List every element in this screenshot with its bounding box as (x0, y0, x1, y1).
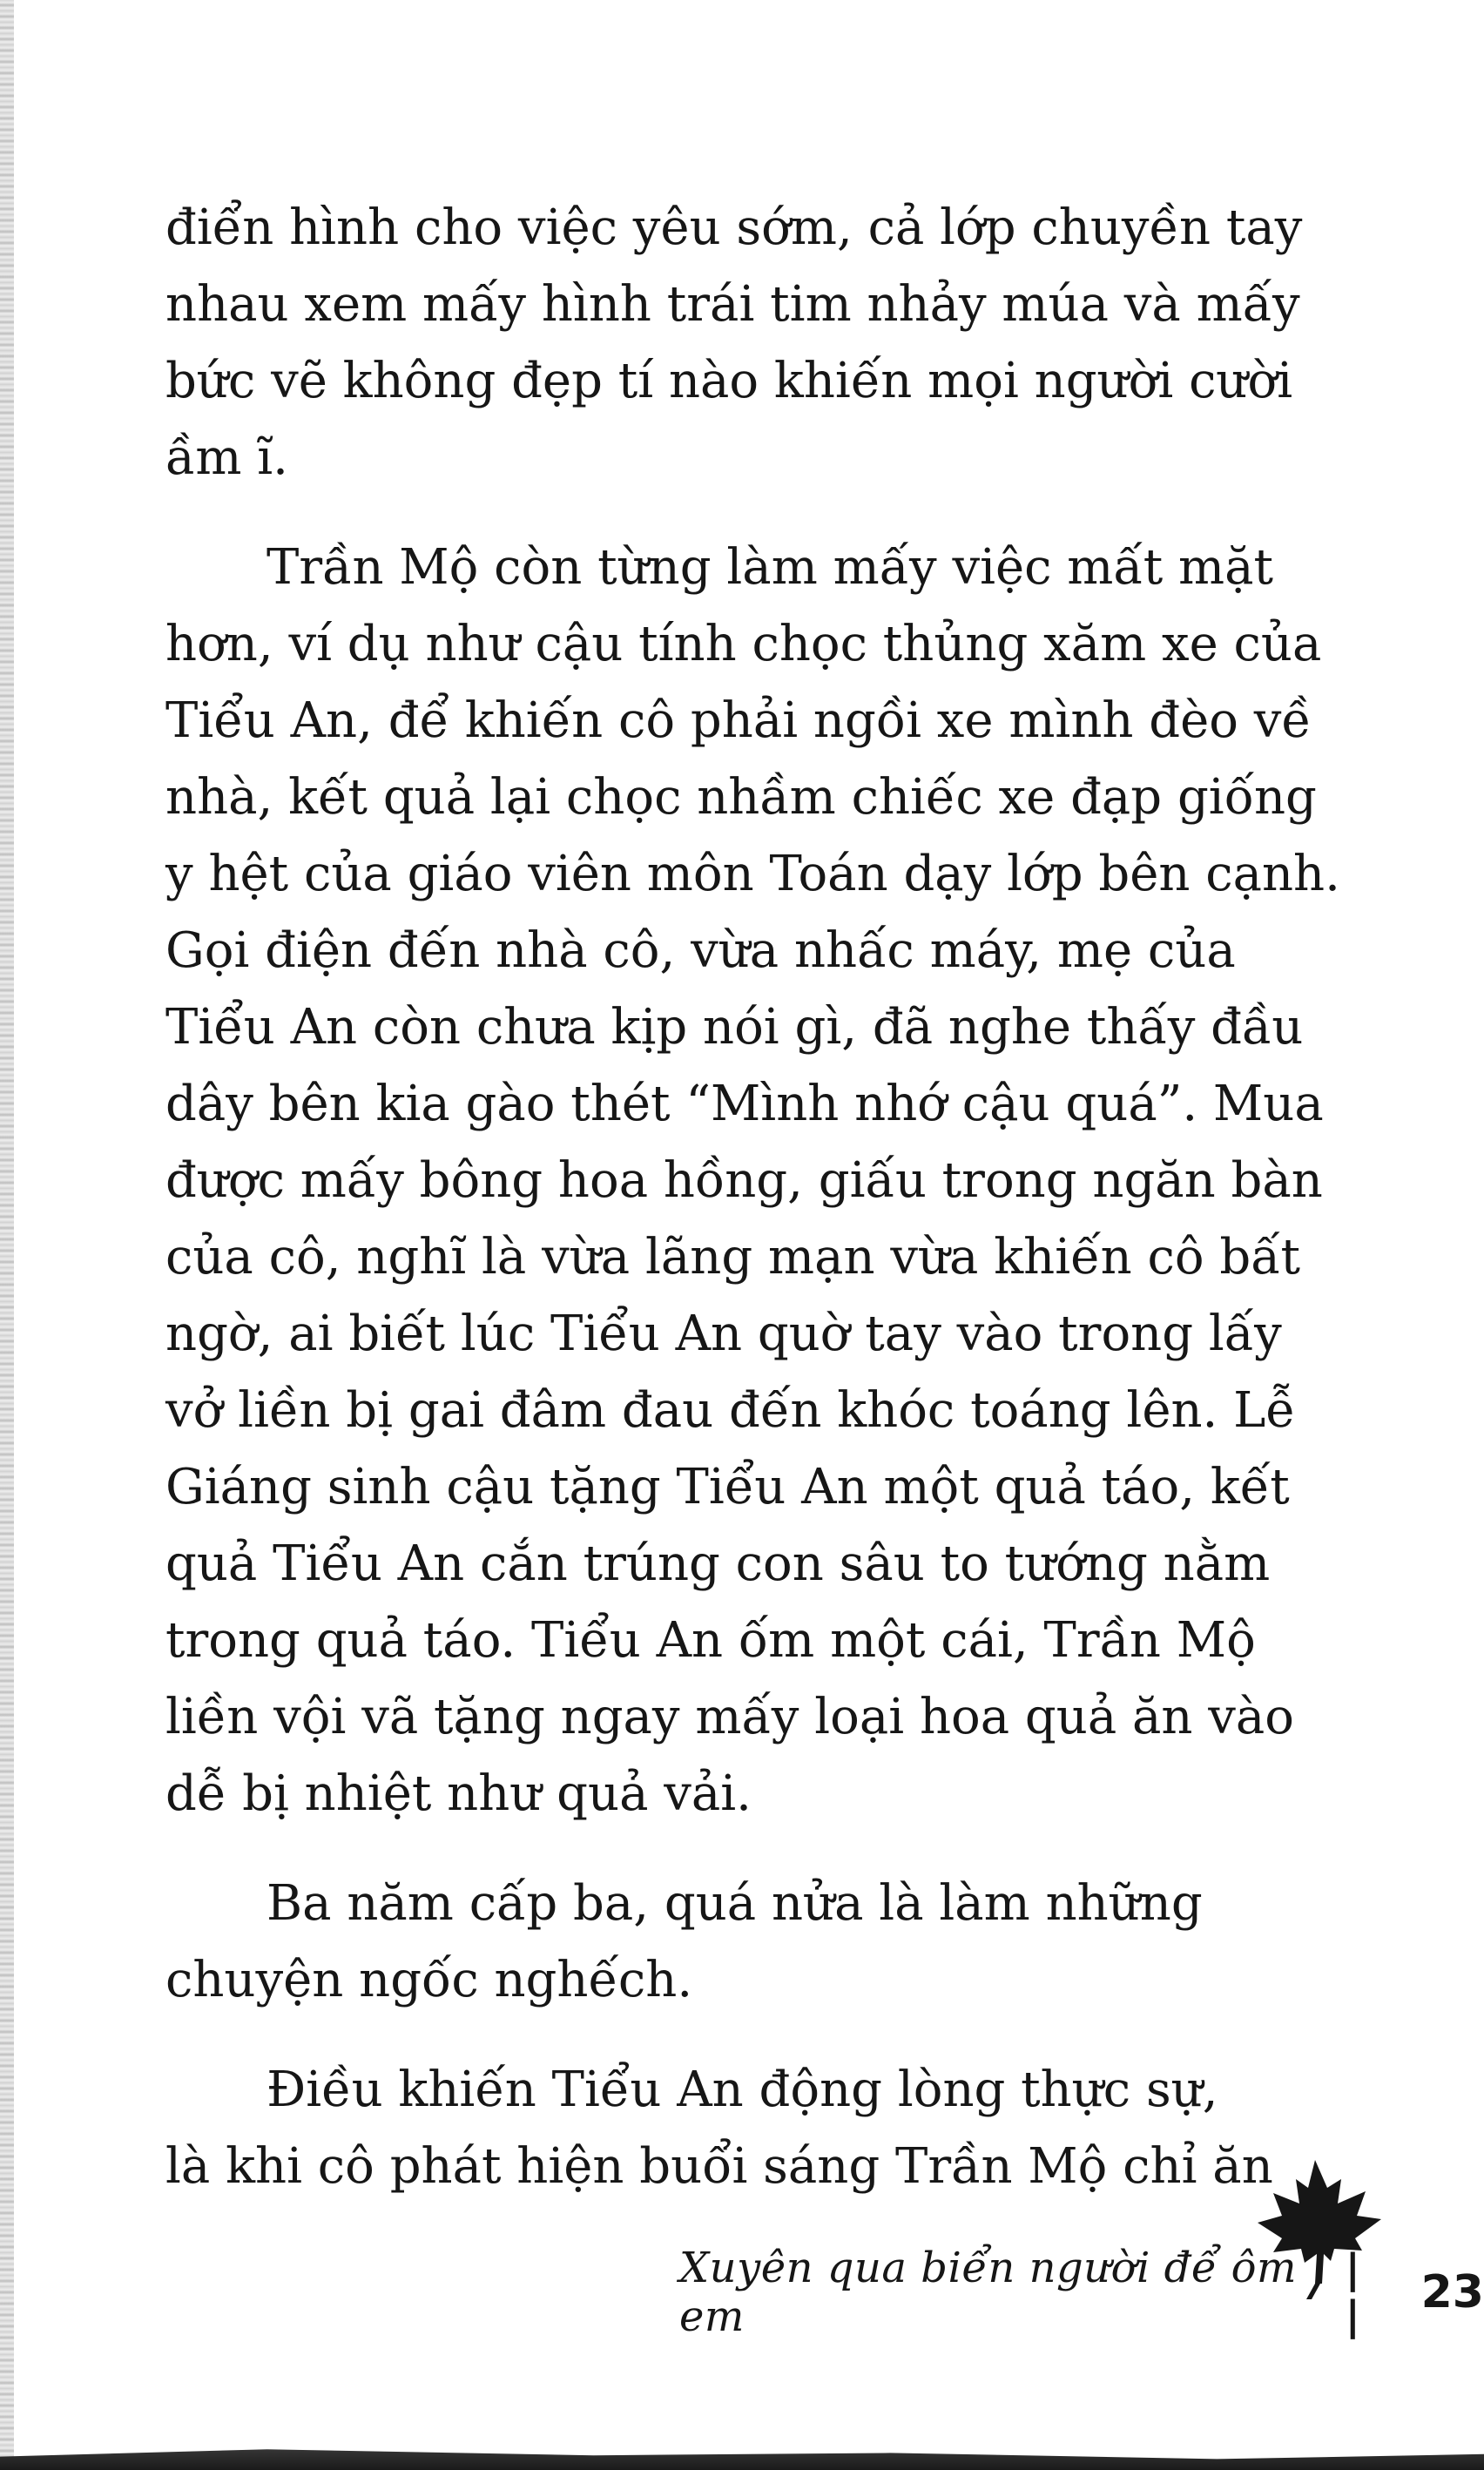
text-line: của cô, nghĩ là vừa lãng mạn vừa khiến cô bất (165, 1229, 1301, 1286)
text-line: Giáng sinh cậu tặng Tiểu An một quả táo, kết (165, 1459, 1290, 1515)
text-line: dây bên kia gào thét “Mình nhớ cậu quá”. Mua (165, 1076, 1324, 1132)
text-line: quả Tiểu An cắn trúng con sâu to tướng nằm (165, 1535, 1271, 1592)
text-line: Tiểu An, để khiến cô phải ngồi xe mình đèo về (165, 692, 1312, 749)
footer-separator: | | (1345, 2245, 1367, 2339)
text-line: ầm ĩ. (165, 429, 288, 486)
book-title: Xuyên qua biển người để ôm em (679, 2244, 1298, 2341)
paragraph-4 (165, 2052, 1273, 2205)
text-line: trong quả táo. Tiểu An ốm một cái, Trần Mộ (165, 1612, 1256, 1669)
text-line: bức vẽ không đẹp tí nào khiến mọi người cười (165, 353, 1293, 409)
text-line: là khi cô phát hiện buổi sáng Trần Mộ chỉ ăn (165, 2138, 1273, 2195)
paragraph-2 (165, 530, 1340, 1832)
text-line: vở liền bị gai đâm đau đến khóc toáng lên. Lễ (165, 1382, 1296, 1439)
text-line: được mấy bông hoa hồng, giấu trong ngăn bàn (165, 1152, 1323, 1209)
text-line: Tiểu An còn chưa kịp nói gì, đã nghe thấy đầu (165, 999, 1304, 1056)
page-footer (679, 2244, 1484, 2341)
text-line: nhà, kết quả lại chọc nhầm chiếc xe đạp giống (165, 769, 1317, 826)
text-line: dễ bị nhiệt như quả vải. (165, 1765, 752, 1822)
text-line: Điều khiến Tiểu An động lòng thực sự, (266, 2062, 1218, 2118)
paragraph-3 (165, 1866, 1254, 2019)
text-line: nhau xem mấy hình trái tim nhảy múa và mấy (165, 276, 1300, 333)
paragraph-1 (165, 190, 1303, 496)
text-line: liền vội vã tặng ngay mấy loại hoa quả ăn vào (165, 1689, 1295, 1745)
text-line: Gọi điện đến nhà cô, vừa nhấc máy, mẹ của (165, 922, 1236, 979)
page-body (165, 190, 1340, 2205)
text-line: chuyện ngốc nghếch. (165, 1952, 693, 2008)
page-number: 23 (1420, 2266, 1484, 2318)
text-line: y hệt của giáo viên môn Toán dạy lớp bên cạnh. (165, 846, 1340, 902)
text-line: ngờ, ai biết lúc Tiểu An quờ tay vào trong lấy (165, 1306, 1282, 1362)
text-line: Ba năm cấp ba, quá nửa là làm những (266, 1875, 1203, 1932)
text-line: hơn, ví dụ như cậu tính chọc thủng xăm xe của (165, 616, 1322, 672)
book-spine-edge (0, 2446, 1484, 2470)
text-line: Trần Mộ còn từng làm mấy việc mất mặt (266, 539, 1274, 596)
scan-edge (0, 0, 14, 2470)
text-line: điển hình cho việc yêu sớm, cả lớp chuyền tay (165, 199, 1303, 256)
